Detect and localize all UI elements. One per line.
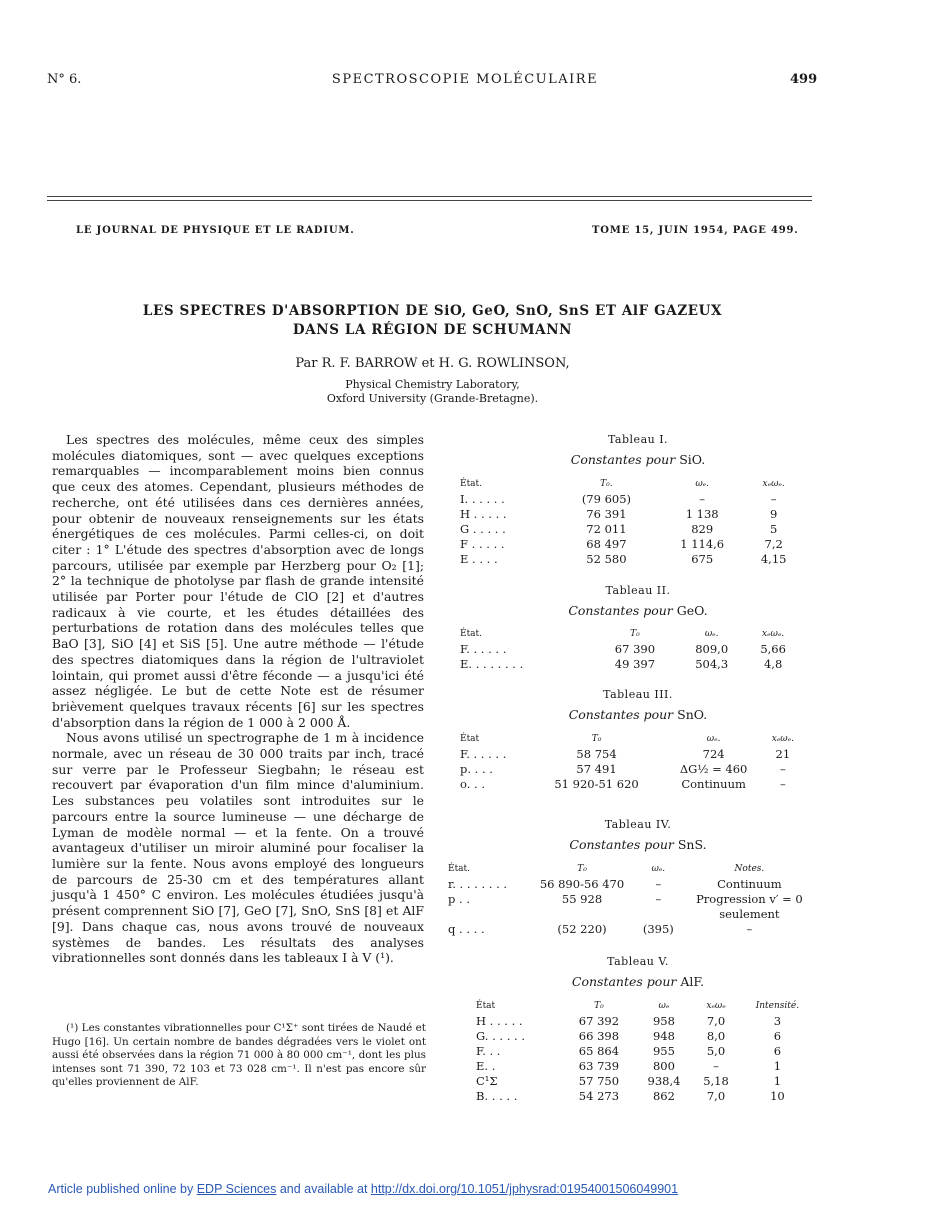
table-header-cell: État.	[448, 863, 471, 874]
header-rule-bottom	[47, 200, 812, 201]
table-cell: Progression v′ = 0	[696, 891, 803, 906]
table-cell: 7,0	[706, 1088, 726, 1103]
table-row	[476, 1043, 816, 1058]
article-title-line1: LES SPECTRES D'ABSORPTION DE SiO, GeO, SnO, SnS ET AlF GAZEUX	[142, 303, 723, 319]
table-header-row	[476, 998, 816, 1013]
table-cell: E. . . . . . . .	[460, 656, 524, 671]
table-cell: G . . . . .	[460, 521, 506, 536]
table-cell: 8,0	[706, 1028, 726, 1043]
table-row	[460, 656, 800, 671]
table-cell: 55 928	[561, 891, 603, 906]
table-cell: 5	[769, 521, 778, 536]
table-cell: 4,8	[763, 656, 783, 671]
table-cell: 68 497	[586, 536, 627, 551]
footnote-text: (¹) Les constantes vibrationnelles pour C¹Σ⁺ sont tirées de Naudé et Hugo [16]. Un certain nombre de bandes dégradées vers le violet ont aussi été observées dans la région 71 000 à 80 000 cm⁻¹, dont les plus intenses sont 71 390, 72 103 et 73 028 cm⁻¹. Il n'est pas encore sûr qu'elles proviennent de AlF.	[52, 1022, 426, 1089]
table-cell: 54 273	[578, 1088, 620, 1103]
table-2-molecule: GeO.	[676, 603, 708, 618]
table-cell: q . . . .	[448, 921, 485, 936]
table-cell: F . . . . .	[460, 536, 505, 551]
table-cell: Continuum	[681, 776, 746, 791]
body-paragraph-2: Nous avons utilisé un spectrographe de 1 m à incidence normale, avec un réseau de 30 000 traits par inch, tracé sur verre par le Professeur Siegbahn; le réseau est recouvert par évaporation d'un film mince d'aluminium. Les substances peu volatiles sont introduites sur le parcours entre la source lumineuse — une décharge de Lyman de modèle normal — et la fente. On a trouvé avantageux d'utiliser un miroir aluminé pour focaliser la lumière sur la fente. Nous avons employé des longueurs de parcours de 25-30 cm et des températures allant jusqu'à 1 450° C environ. Les molécules étudiées jusqu'à présent comprennent SiO [7], GeO [7], SnO, SnS [8] et AlF [9]. Dans chaque cas, nous avons trouvé de nouveaux systèmes de bandes. Les résultats des analyses vibrationnelles sont donnés dans les tableaux I à V (¹).	[52, 730, 424, 966]
table-cell: 67 392	[578, 1013, 620, 1028]
table-5-subtitle	[448, 974, 828, 989]
table-cell: 9	[769, 506, 778, 521]
table-cell: 5,18	[703, 1073, 729, 1088]
table-cell: –	[779, 776, 786, 791]
table-row	[460, 536, 800, 551]
table-header-row	[448, 861, 820, 876]
table-header-cell: xₑωₑ	[706, 1000, 726, 1011]
table-5-subtitle-prefix: Constantes pour	[571, 974, 677, 989]
table-cell: 958	[652, 1013, 675, 1028]
table-cell: 52 580	[586, 551, 627, 566]
table-row	[460, 776, 800, 791]
table-cell: F. . . . . .	[460, 641, 507, 656]
table-cell: I. . . . . .	[460, 491, 505, 506]
table-cell: –	[770, 491, 777, 506]
body-text-column	[52, 432, 424, 966]
table-cell: 6	[773, 1043, 782, 1058]
table-cell: –	[655, 876, 662, 891]
table-header-cell: xₑωₑ.	[762, 628, 785, 639]
table-cell: 21	[775, 746, 791, 761]
table-3-molecule: SnO.	[677, 707, 708, 722]
table-cell: 10	[770, 1088, 785, 1103]
table-cell: H . . . . .	[460, 506, 507, 521]
table-cell	[638, 906, 679, 921]
table-header-cell: Notes.	[734, 863, 765, 874]
table-header-cell: État.	[460, 628, 483, 639]
table-cell: r. . . . . . . .	[448, 876, 508, 891]
table-5-molecule: AlF.	[680, 974, 705, 989]
table-header-cell: Intensité.	[755, 1000, 800, 1011]
table-cell: 51 920-51 620	[554, 776, 639, 791]
table-cell: p . .	[448, 891, 470, 906]
table-2-subtitle	[448, 603, 828, 618]
affiliation-lab: Physical Chemistry Laboratory,	[345, 378, 520, 391]
table-cell: ΔG½ = 460	[679, 761, 748, 776]
table-cell: –	[655, 891, 662, 906]
table-row	[476, 1013, 816, 1028]
table-cell: E . . . .	[460, 551, 498, 566]
table-cell: (79 605)	[581, 491, 632, 506]
table-header-cell: T₀	[594, 1000, 604, 1011]
table-cell: E. .	[476, 1058, 496, 1073]
table-row	[460, 506, 800, 521]
table-cell: 7,0	[706, 1013, 726, 1028]
table-row	[448, 891, 820, 906]
table-2-subtitle-prefix: Constantes pour	[568, 603, 673, 618]
header-section-title: SPECTROSCOPIE MOLÉCULAIRE	[331, 72, 599, 87]
table-header-cell: État.	[460, 478, 483, 489]
table-header-cell: ωₑ.	[651, 863, 666, 874]
table-cell	[448, 906, 526, 921]
table-5	[476, 998, 816, 1103]
table-cell: 5,0	[706, 1043, 726, 1058]
table-cell: –	[779, 761, 786, 776]
table-cell: 6	[773, 1028, 782, 1043]
table-row	[448, 906, 820, 921]
table-cell: 948	[652, 1028, 675, 1043]
table-header-cell: ωₑ.	[704, 628, 719, 639]
table-header-row	[460, 626, 800, 641]
table-cell: 63 739	[578, 1058, 620, 1073]
table-header-cell: ωₑ.	[706, 733, 721, 744]
footer-prefix: Article published online by	[48, 1182, 197, 1196]
table-header-cell: xₑωₑ.	[771, 733, 794, 744]
table-row	[476, 1073, 816, 1088]
affiliation-university: Oxford University (Grande-Bretagne).	[326, 392, 539, 405]
table-row	[476, 1088, 816, 1103]
article-byline: Par R. F. BARROW et H. G. ROWLINSON,	[295, 356, 570, 371]
table-row	[460, 641, 800, 656]
table-cell: F. . . . . .	[460, 746, 507, 761]
table-cell: 49 397	[614, 656, 656, 671]
table-row	[448, 921, 820, 936]
table-cell: 58 754	[576, 746, 617, 761]
table-2-title: Tableau II.	[605, 584, 671, 597]
footer-middle: and available at	[276, 1182, 371, 1196]
footer-publication-note	[48, 1182, 678, 1196]
table-cell: (395)	[642, 921, 674, 936]
table-row	[460, 551, 800, 566]
footer-edp-link[interactable]: EDP Sciences	[196, 1182, 277, 1196]
table-header-row	[460, 731, 800, 746]
footer-doi-link[interactable]: http://dx.doi.org/10.1051/jphysrad:01954001506049901	[370, 1182, 679, 1196]
table-cell: 809,0	[695, 641, 729, 656]
table-cell: 67 390	[614, 641, 656, 656]
table-3-subtitle	[448, 707, 828, 722]
table-cell: G. . . . . .	[476, 1028, 525, 1043]
table-3	[460, 731, 800, 791]
table-cell: 955	[652, 1043, 675, 1058]
table-cell: F. . .	[476, 1043, 501, 1058]
journal-issue: TOME 15, JUIN 1954, PAGE 499.	[592, 225, 799, 236]
table-cell: –	[746, 921, 753, 936]
table-cell: (52 220)	[557, 921, 607, 936]
table-cell: 65 864	[578, 1043, 620, 1058]
table-row	[448, 876, 820, 891]
table-4-subtitle-prefix: Constantes pour	[569, 837, 674, 852]
table-cell: 675	[691, 551, 714, 566]
table-cell: 1	[773, 1058, 782, 1073]
table-1-subtitle	[448, 452, 828, 467]
table-header-cell: T₀	[577, 863, 587, 874]
table-cell: seulement	[719, 906, 780, 921]
table-cell: 862	[652, 1088, 675, 1103]
table-4	[448, 861, 820, 936]
table-cell: B. . . . .	[476, 1088, 518, 1103]
article-title-line2: DANS LA RÉGION DE SCHUMANN	[292, 322, 573, 338]
table-header-cell: xₑωₑ.	[762, 478, 785, 489]
header-issue-number: N° 6.	[47, 72, 82, 87]
table-4-title: Tableau IV.	[604, 818, 672, 831]
table-cell: C¹Σ	[476, 1073, 498, 1088]
table-cell: H . . . . .	[476, 1013, 523, 1028]
table-cell: 57 750	[578, 1073, 620, 1088]
table-cell	[526, 906, 638, 921]
table-header-cell: ωₑ	[658, 1000, 670, 1011]
table-cell: –	[699, 491, 706, 506]
table-header-cell: T₀	[591, 733, 602, 744]
table-cell: 504,3	[695, 656, 729, 671]
footnote	[52, 1022, 426, 1090]
table-row	[476, 1028, 816, 1043]
table-1-title: Tableau I.	[607, 433, 669, 446]
table-cell: p. . . .	[460, 761, 493, 776]
table-3-subtitle-prefix: Constantes pour	[568, 707, 674, 722]
header-rule-top	[47, 196, 812, 197]
table-header-cell: État	[460, 733, 480, 744]
table-4-subtitle	[448, 837, 828, 852]
body-paragraph-1: Les spectres des molécules, même ceux des simples molécules diatomiques, sont — avec quelques exceptions remarquables — incomparablement moins bien connus que ceux des atomes. Cependant, plusieurs méthodes de recherche, ont été utilisées dans ces dernières années, pour obtenir de nouveaux renseignements sur les états énergétiques de ces molécules. Parmi celles-ci, on doit citer : 1° L'étude des spectres d'absorption avec de longs parcours, utilisée par exemple par Herzberg pour O₂ [1]; 2° la technique de photolyse par flash de grande intensité utilisée par Porter pour l'étude de ClO [2] et d'autres radicaux à vie courte, et les études détaillées des perturbations de rotation dans des molécules telles que BaO [3], SiO [4] et SiS [5]. Une autre méthode — l'étude des spectres diatomiques dans la région de l'ultraviolet lointain, qui promet aussi d'être féconde — a jusqu'ici été assez négligée. Le but de cette Note est de résumer brièvement quelques travaux récents [6] sur les spectres d'absorption dans la région de 1 000 à 2 000 Å.	[52, 432, 424, 730]
journal-name: LE JOURNAL DE PHYSIQUE ET LE RADIUM.	[76, 225, 355, 236]
table-cell: 72 011	[586, 521, 627, 536]
table-row	[476, 1058, 816, 1073]
table-cell: 800	[652, 1058, 675, 1073]
header-page-number: 499	[790, 72, 818, 87]
table-cell: 56 890-56 470	[539, 876, 625, 891]
table-cell: 938,4	[647, 1073, 681, 1088]
table-5-title: Tableau V.	[607, 955, 669, 968]
table-cell: 1	[773, 1073, 782, 1088]
table-cell: 3	[773, 1013, 782, 1028]
table-cell: 1 138	[685, 506, 719, 521]
table-cell: Continuum	[717, 876, 782, 891]
table-cell: 5,66	[760, 641, 786, 656]
table-1-subtitle-prefix: Constantes pour	[570, 452, 676, 467]
table-header-row	[460, 476, 800, 491]
table-cell: 57 491	[576, 761, 617, 776]
table-row	[460, 491, 800, 506]
table-3-title: Tableau III.	[603, 688, 673, 701]
table-header-cell: État	[476, 1000, 496, 1011]
table-cell: 1 114,6	[680, 536, 725, 551]
table-header-cell: T₀.	[600, 478, 613, 489]
table-1-molecule: SiO.	[679, 452, 706, 467]
table-header-cell: T₀	[630, 628, 640, 639]
table-2	[460, 626, 800, 671]
table-cell: 4,15	[760, 551, 787, 566]
table-cell: 7,2	[764, 536, 783, 551]
table-cell: o. . .	[460, 776, 485, 791]
table-1	[460, 476, 800, 566]
table-cell: 724	[702, 746, 725, 761]
table-row	[460, 761, 800, 776]
table-row	[460, 521, 800, 536]
table-4-molecule: SnS.	[677, 837, 707, 852]
table-cell: 66 398	[578, 1028, 620, 1043]
table-cell: 76 391	[586, 506, 627, 521]
table-header-cell: ωₑ.	[695, 478, 710, 489]
table-cell: –	[713, 1058, 719, 1073]
table-cell: 829	[691, 521, 714, 536]
table-row	[460, 746, 800, 761]
